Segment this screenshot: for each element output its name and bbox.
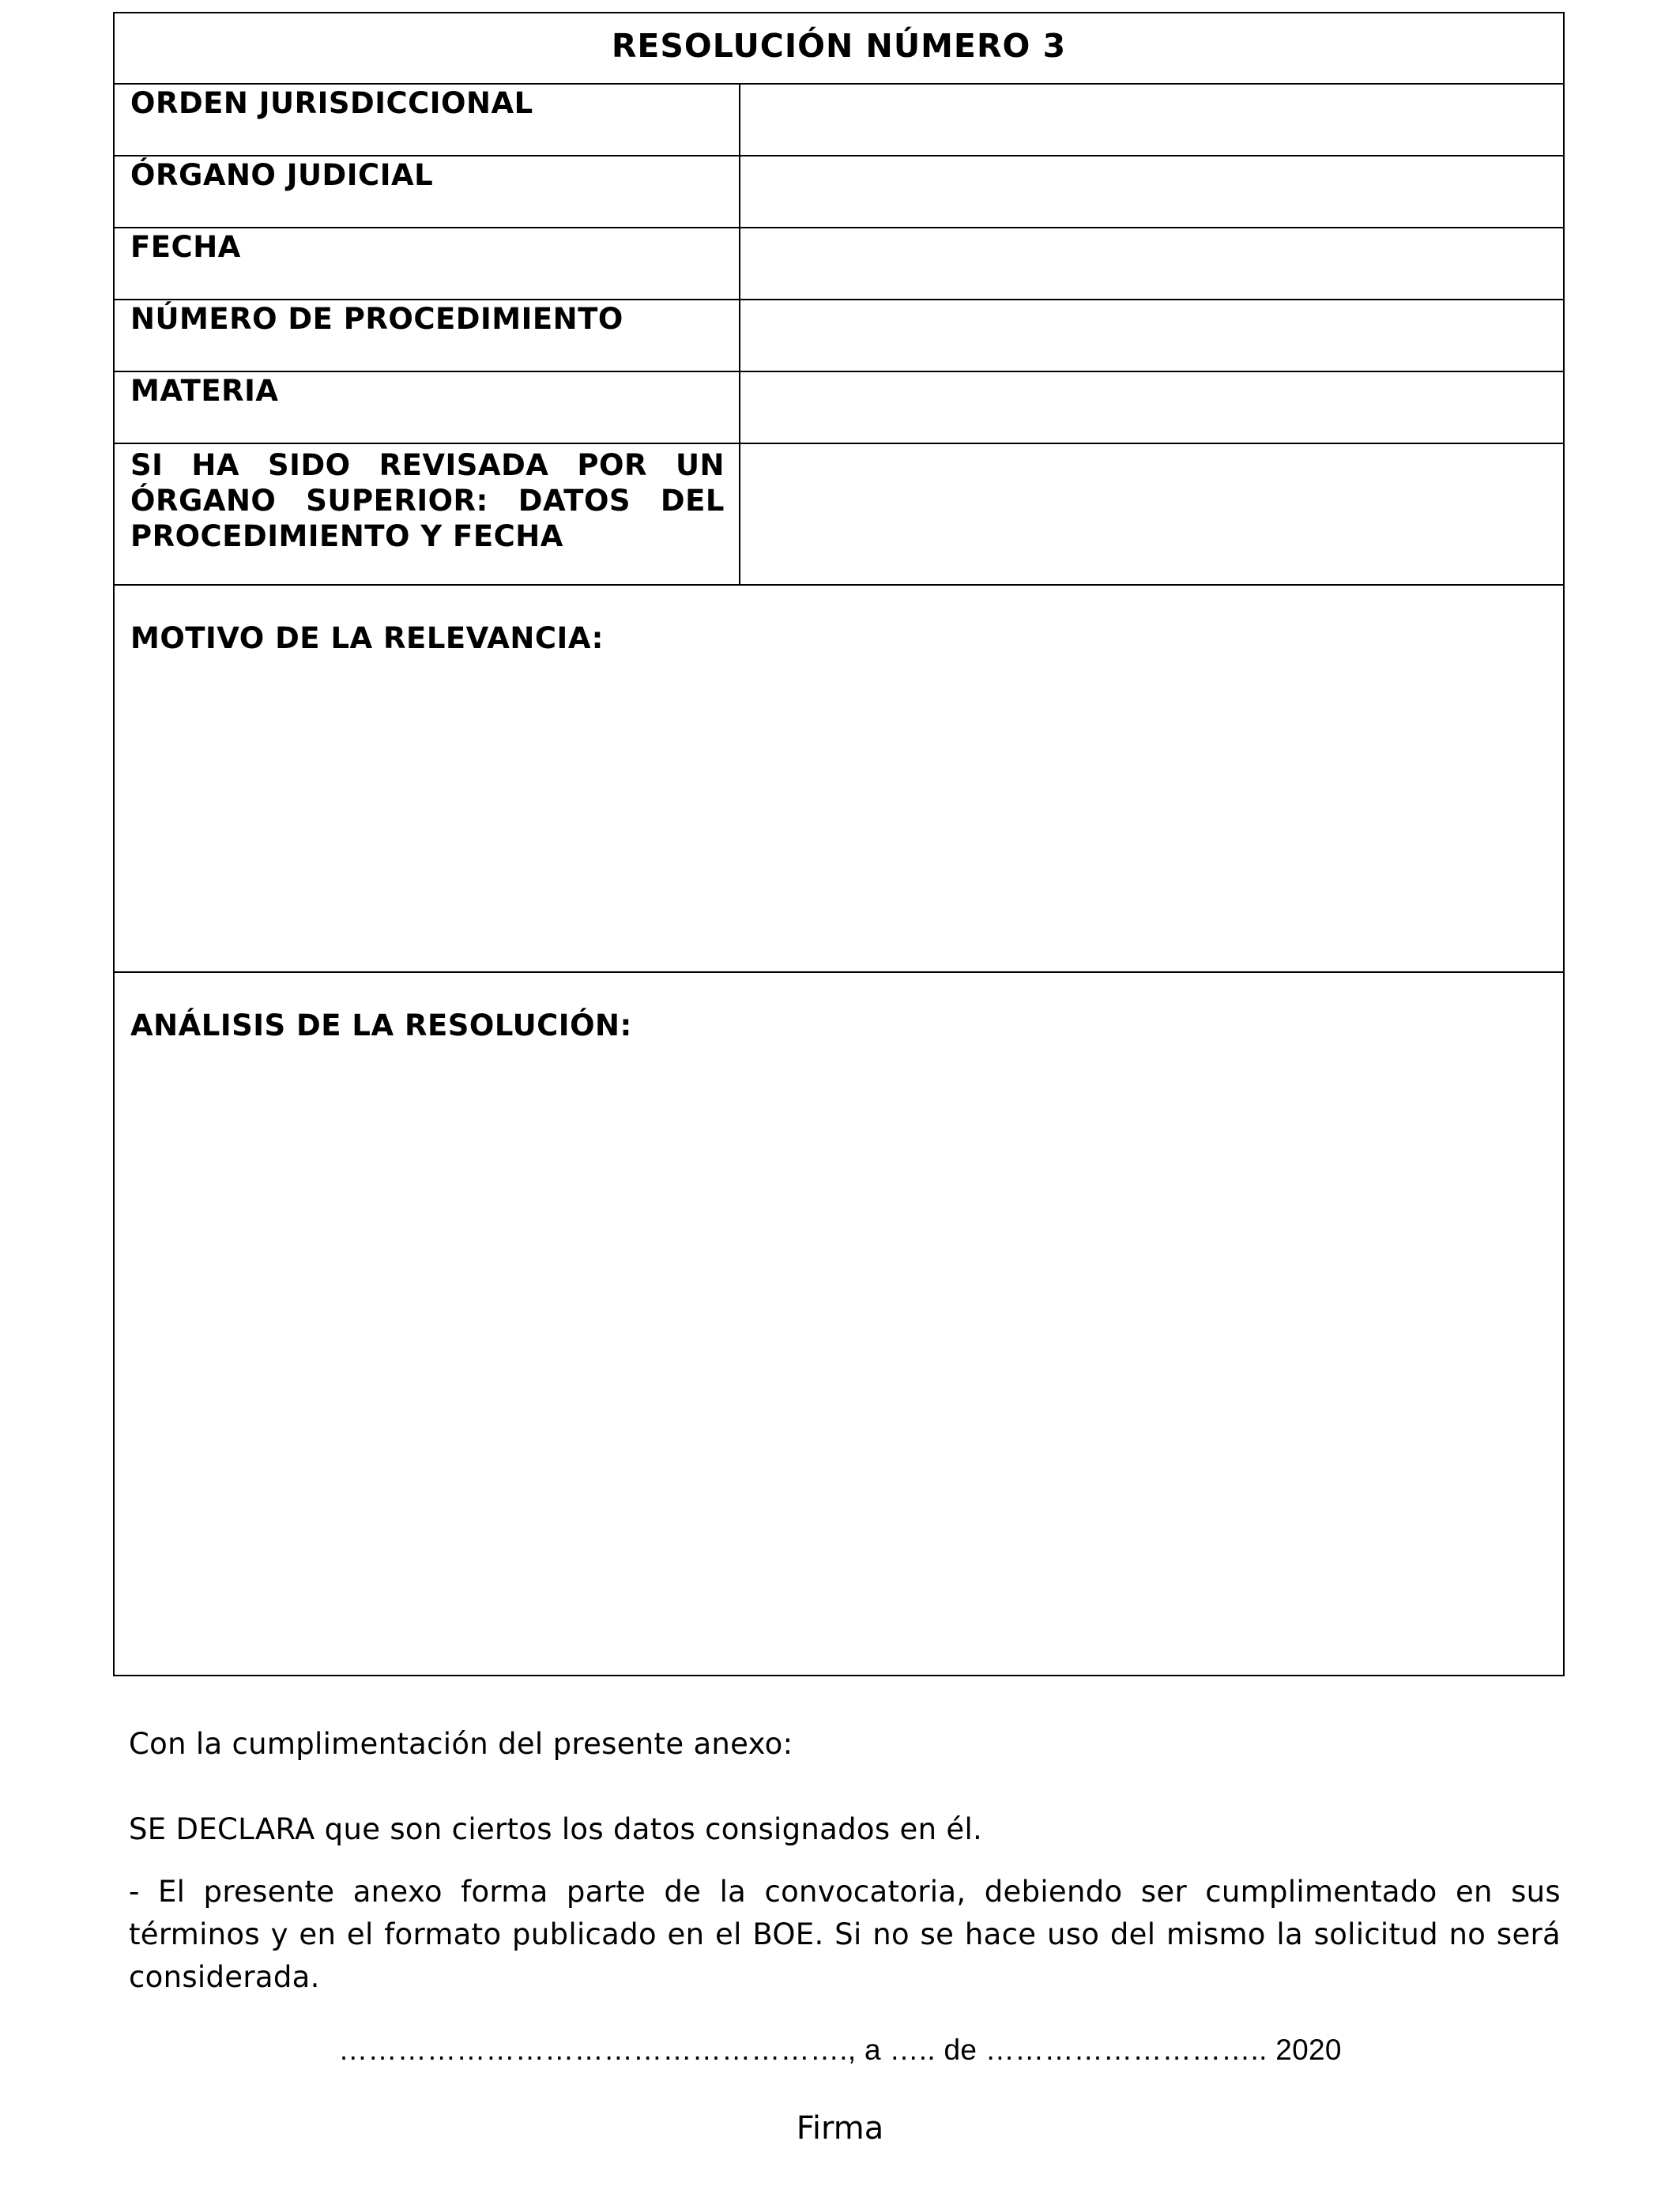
label-organo-judicial: ÓRGANO JUDICIAL xyxy=(130,158,434,192)
row-divider xyxy=(115,584,1563,586)
label-motivo-relevancia: MOTIVO DE LA RELEVANCIA: xyxy=(130,621,604,655)
label-numero-procedimiento: NÚMERO DE PROCEDIMIENTO xyxy=(130,302,623,336)
label-analisis-resolucion: ANÁLISIS DE LA RESOLUCIÓN: xyxy=(130,1008,632,1042)
form-title: RESOLUCIÓN NÚMERO 3 xyxy=(611,27,1067,65)
field-numero-procedimiento[interactable] xyxy=(740,300,1563,371)
resolution-form-table xyxy=(113,12,1565,1676)
footer-declaration: SE DECLARA que son ciertos los datos consignados en él. xyxy=(129,1812,983,1846)
field-analisis-resolucion[interactable] xyxy=(115,1049,1563,1673)
footer-note: - El presente anexo forma parte de la convocatoria, debiendo ser cumplimentado en sus términos y en el formato publicado en el BOE. Si no se hace uso del mismo la solicitud no será considerada. xyxy=(129,1875,1561,1994)
label-revision-organo-superior: SI HA SIDO REVISADA POR UN ÓRGANO SUPERIOR: DATOS DEL PROCEDIMIENTO Y FECHA xyxy=(130,448,725,553)
row-divider xyxy=(115,971,1563,973)
field-materia[interactable] xyxy=(740,372,1563,443)
field-organo-judicial[interactable] xyxy=(740,156,1563,227)
footer-intro: Con la cumplimentación del presente anexo: xyxy=(129,1727,793,1761)
field-orden-jurisdiccional[interactable] xyxy=(740,85,1563,155)
date-place-line: ……………………………………………., a ….. de ……………………….. 2020 xyxy=(338,2034,1342,2066)
label-orden-jurisdiccional: ORDEN JURISDICCIONAL xyxy=(130,86,533,120)
signature-label: Firma xyxy=(796,2110,884,2147)
field-motivo-relevancia[interactable] xyxy=(115,662,1563,971)
field-fecha[interactable] xyxy=(740,228,1563,299)
label-fecha: FECHA xyxy=(130,230,241,264)
label-materia: MATERIA xyxy=(130,374,279,408)
field-revision-organo-superior[interactable] xyxy=(740,444,1563,584)
